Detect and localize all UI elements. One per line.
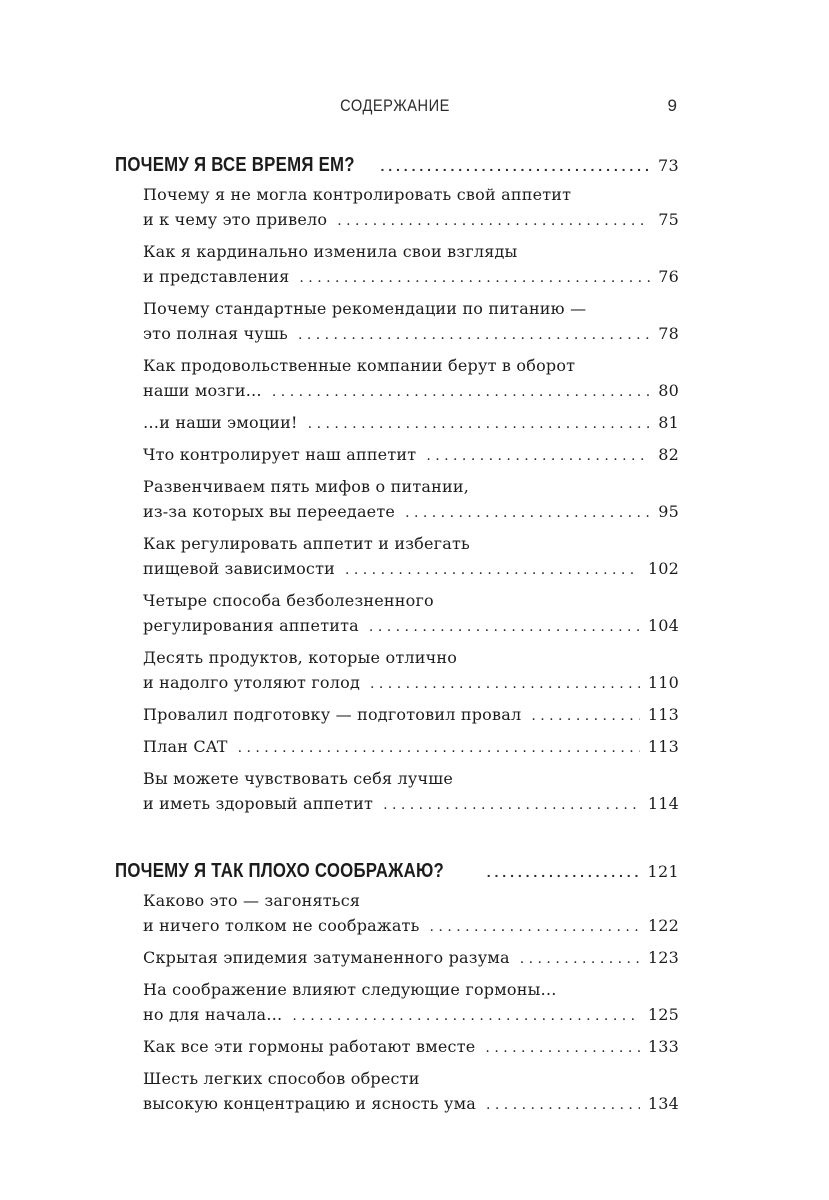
page-number: 9	[667, 96, 677, 115]
entry-title-line-1: Шесть легких способов обрести	[143, 1069, 420, 1088]
entry-page-number: 78	[658, 324, 679, 343]
entry-title-line-1: Десять продуктов, которые отлично	[143, 648, 458, 667]
entry-page-number: 123	[647, 948, 679, 967]
dot-leader	[308, 412, 651, 437]
entry-page-number: 75	[658, 210, 679, 229]
entry-page-number: 133	[647, 1037, 679, 1056]
entry-page-number: 76	[658, 267, 679, 286]
dot-leader	[298, 323, 650, 348]
toc-entry	[143, 531, 679, 583]
dot-leader	[520, 947, 640, 972]
entry-page-number: 102	[647, 559, 679, 578]
entry-page-number: 122	[647, 916, 679, 935]
entry-page-number: 113	[647, 737, 679, 756]
running-title: СОДЕРЖАНИЕ	[340, 96, 450, 115]
toc-entry	[143, 296, 679, 348]
dot-leader	[430, 915, 640, 940]
entry-title-line-2: и к чему это привело	[143, 210, 328, 229]
toc-entry	[143, 442, 679, 469]
entry-title-line-2: Что контролирует наш аппетит	[143, 445, 417, 464]
dot-leader	[486, 1093, 640, 1118]
entry-title-line-1: Каково это — загоняться	[143, 891, 361, 910]
dot-leader	[292, 1004, 639, 1029]
entry-title-line-2: Скрытая эпидемия затуманенного разума	[143, 948, 510, 967]
dot-leader	[369, 615, 640, 640]
toc-entry	[143, 410, 679, 437]
dot-leader	[531, 704, 640, 729]
entry-title-line-2: Как все эти гормоны работают вместе	[143, 1037, 476, 1056]
table-of-contents	[115, 152, 679, 1118]
dot-leader	[426, 444, 650, 469]
dot-leader	[299, 266, 650, 291]
toc-entry	[143, 1066, 679, 1118]
chapter-title: ПОЧЕМУ Я ТАК ПЛОХО СООБРАЖАЮ?	[115, 860, 445, 882]
toc-entry	[143, 645, 679, 697]
entry-page-number: 104	[647, 616, 679, 635]
entry-page-number: 113	[647, 705, 679, 724]
entry-title-line-2: но для начала…	[143, 1005, 283, 1024]
entry-title-line-1: Почему стандартные рекомендации по питанию —	[143, 299, 587, 318]
chapter-page-number: 121	[647, 862, 679, 881]
entry-page-number: 80	[658, 381, 679, 400]
entry-title-line-1: Четыре способа безболезненного	[143, 591, 434, 610]
entry-title-line-2: из-за которых вы переедаете	[143, 502, 396, 521]
toc-entry	[143, 702, 679, 729]
dot-leader	[345, 558, 640, 583]
dot-leader	[380, 153, 650, 179]
toc-entry	[143, 353, 679, 405]
toc-entry	[143, 474, 679, 526]
entry-title-line-2: это полная чушь	[143, 324, 288, 343]
entry-title-line-2: высокую концентрацию и ясность ума	[143, 1094, 476, 1113]
entry-page-number: 110	[647, 673, 679, 692]
entry-page-number: 81	[658, 413, 679, 432]
toc-entry	[143, 588, 679, 640]
entry-title-line-1: Развенчиваем пять мифов о питании,	[143, 477, 470, 496]
entry-title-line-1: На соображение влияют следующие гормоны…	[143, 980, 557, 999]
chapter-page-number: 73	[658, 156, 679, 175]
entry-title-line-1: Как продовольственные компании берут в оборот	[143, 356, 576, 375]
entry-title-line-2: Провалил подготовку — подготовил провал	[143, 705, 522, 724]
dot-leader	[272, 380, 650, 405]
entry-title-line-1: Почему я не могла контролировать свой аппетит	[143, 185, 572, 204]
toc-entry	[143, 239, 679, 291]
entry-title-line-2: и надолго утоляют голод	[143, 673, 360, 692]
entry-title-line-1: Как я кардинально изменила свои взгляды	[143, 242, 518, 261]
dot-leader	[487, 859, 640, 885]
entry-page-number: 82	[658, 445, 679, 464]
entry-title-line-2: и ничего толком не соображать	[143, 916, 420, 935]
dot-leader	[383, 793, 640, 818]
toc-chapter-heading	[115, 858, 679, 884]
entry-title-line-1: Вы можете чувствовать себя лучше	[143, 769, 454, 788]
toc-entry	[143, 977, 679, 1029]
running-head	[0, 96, 829, 122]
toc-entry	[143, 766, 679, 818]
toc-entry	[143, 182, 679, 234]
toc-chapter-heading	[115, 152, 679, 178]
entry-title-line-2: и представления	[143, 267, 290, 286]
chapter-title: ПОЧЕМУ Я ВСЕ ВРЕМЯ ЕМ?	[115, 154, 355, 176]
dot-leader	[238, 736, 640, 761]
dot-leader	[337, 209, 650, 234]
toc-entry	[143, 1034, 679, 1061]
entry-page-number: 114	[647, 794, 679, 813]
entry-title-line-2: План CAT	[143, 737, 228, 756]
dot-leader	[485, 1036, 639, 1061]
entry-title-line-2: наши мозги…	[143, 381, 262, 400]
entry-page-number: 125	[647, 1005, 679, 1024]
entry-title-line-1: Как регулировать аппетит и избегать	[143, 534, 470, 553]
toc-entry	[143, 888, 679, 940]
entry-title-line-2: …и наши эмоции!	[143, 413, 298, 432]
entry-title-line-2: и иметь здоровый аппетит	[143, 794, 374, 813]
dot-leader	[405, 501, 650, 526]
entry-title-line-2: пищевой зависимости	[143, 559, 335, 578]
entry-page-number: 95	[658, 502, 679, 521]
toc-entry	[143, 734, 679, 761]
entry-page-number: 134	[647, 1094, 679, 1113]
toc-entry	[143, 945, 679, 972]
entry-title-line-2: регулирования аппетита	[143, 616, 359, 635]
dot-leader	[370, 672, 640, 697]
